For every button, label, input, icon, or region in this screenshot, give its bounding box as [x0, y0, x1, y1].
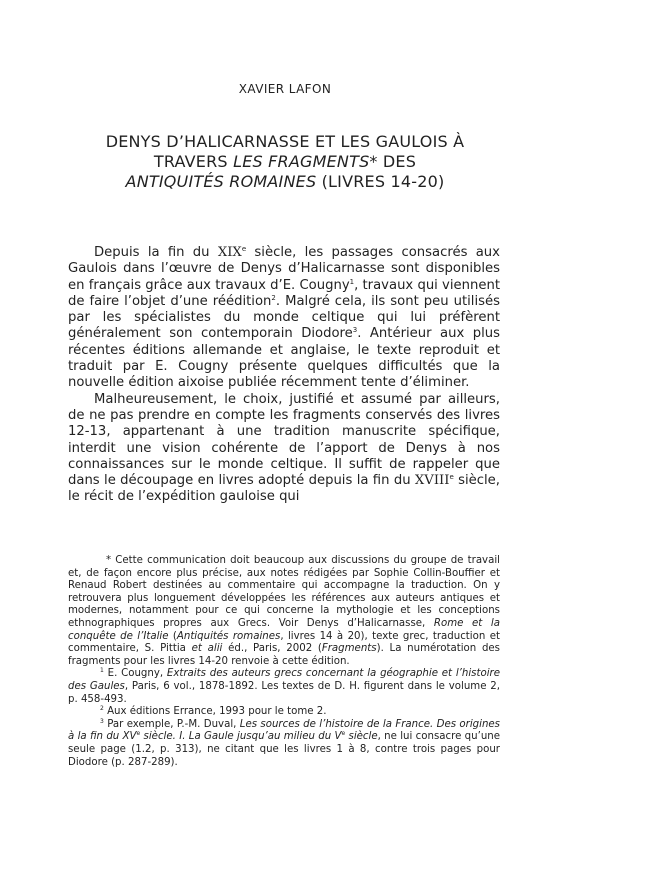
footnote-ref-3[interactable]: 3	[352, 326, 358, 335]
article-title	[80, 132, 490, 192]
author-name: XAVIER LAFON	[238, 82, 332, 96]
footnote-star: * Cette communication doit beaucoup aux discussions du groupe de travail et, de façon encore plus précise, aux notes rédigées par Sophie Collin-Bouffier et Renaud Robert destinées au commentaire qui accompagne la traduction. On y retrouvera plus longuement développées les références aux auteurs antiques et modernes, notamment pour ce qui concerne la mythologie et les conceptions ethnographiques propres aux Grecs. Voir Denys d’Halicarnasse, Rome et la conquête de l’Italie (Antiquités romaines, livres 14 à 20), texte grec, traduction et commentaire, S. Pittia et alii éd., Paris, 2002 (Fragments). La numérotation des fragments pour les livres 14-20 renvoie à cette édition.	[68, 555, 500, 667]
paragraph-1: Depuis la fin du XIXe siècle, les passages consacrés aux Gaulois dans l’œuvre de Denys d’Halicarnasse sont disponibles en français grâce aux travaux d’E. Cougny$^1$, travaux qui viennent de faire l’objet d’une réédition$^2$. Malgré cela, ils sont peu utilisés par les spécialistes du monde celtique qui lui préfèrent généralement son contemporain Diodore$^3$. Antérieur aux plus récentes éditions allemande et anglaise, le texte reproduit et traduit par E. Cougny présente quelques difficultés que la nouvelle édition aixoise publiée récemment tente d’éliminer.	[68, 245, 500, 391]
footnote-ref-1[interactable]: 1	[349, 277, 355, 286]
footnote-2: $^2$ Aux éditions Errance, 1993 pour le tome 2.	[100, 705, 327, 718]
footnotes	[68, 555, 500, 769]
title-line-2: TRAVERS LES FRAGMENTS* DES	[153, 152, 417, 171]
body-text	[68, 245, 500, 506]
footnote-ref-2[interactable]: 2	[271, 293, 276, 302]
title-line-1: DENYS D’HALICARNASSE ET LES GAULOIS À	[105, 132, 465, 151]
paragraph-2: Malheureusement, le choix, justifié et assumé par ailleurs, de ne pas prendre en compte les fragments conservés des livres 12-13, appartenant à une tradition manuscrite spécifique, interdit une vision cohérente de l’apport de Denys à nos connaissances sur le monde celtique. Il suffit de rappeler que dans le découpage en livres adopté depuis la fin du XVIIIe siècle, le récit de l’expédition gauloise qui	[68, 391, 500, 505]
footnote-1: $^1$ E. Cougny, Extraits des auteurs grecs concernant la géographie et l’histoire des Gaules, Paris, 6 vol., 1878-1892. Les textes de D. H. figurent dans le volume 2, p. 458-493.	[68, 667, 501, 705]
title-line-3: ANTIQUITÉS ROMAINES (LIVRES 14-20)	[125, 172, 445, 191]
footnote-3: $^3$ Par exemple, P.-M. Duval, Les sources de l’histoire de la France. Des origines à la fin du XVe siècle. I. La Gaule jusqu’au milieu du Ve siècle, ne lui consacre qu’une seule page (1.2, p. 313), ne citant que les livres 1 à 8, contre trois pages pour Diodore (p. 287-289).	[68, 717, 501, 768]
